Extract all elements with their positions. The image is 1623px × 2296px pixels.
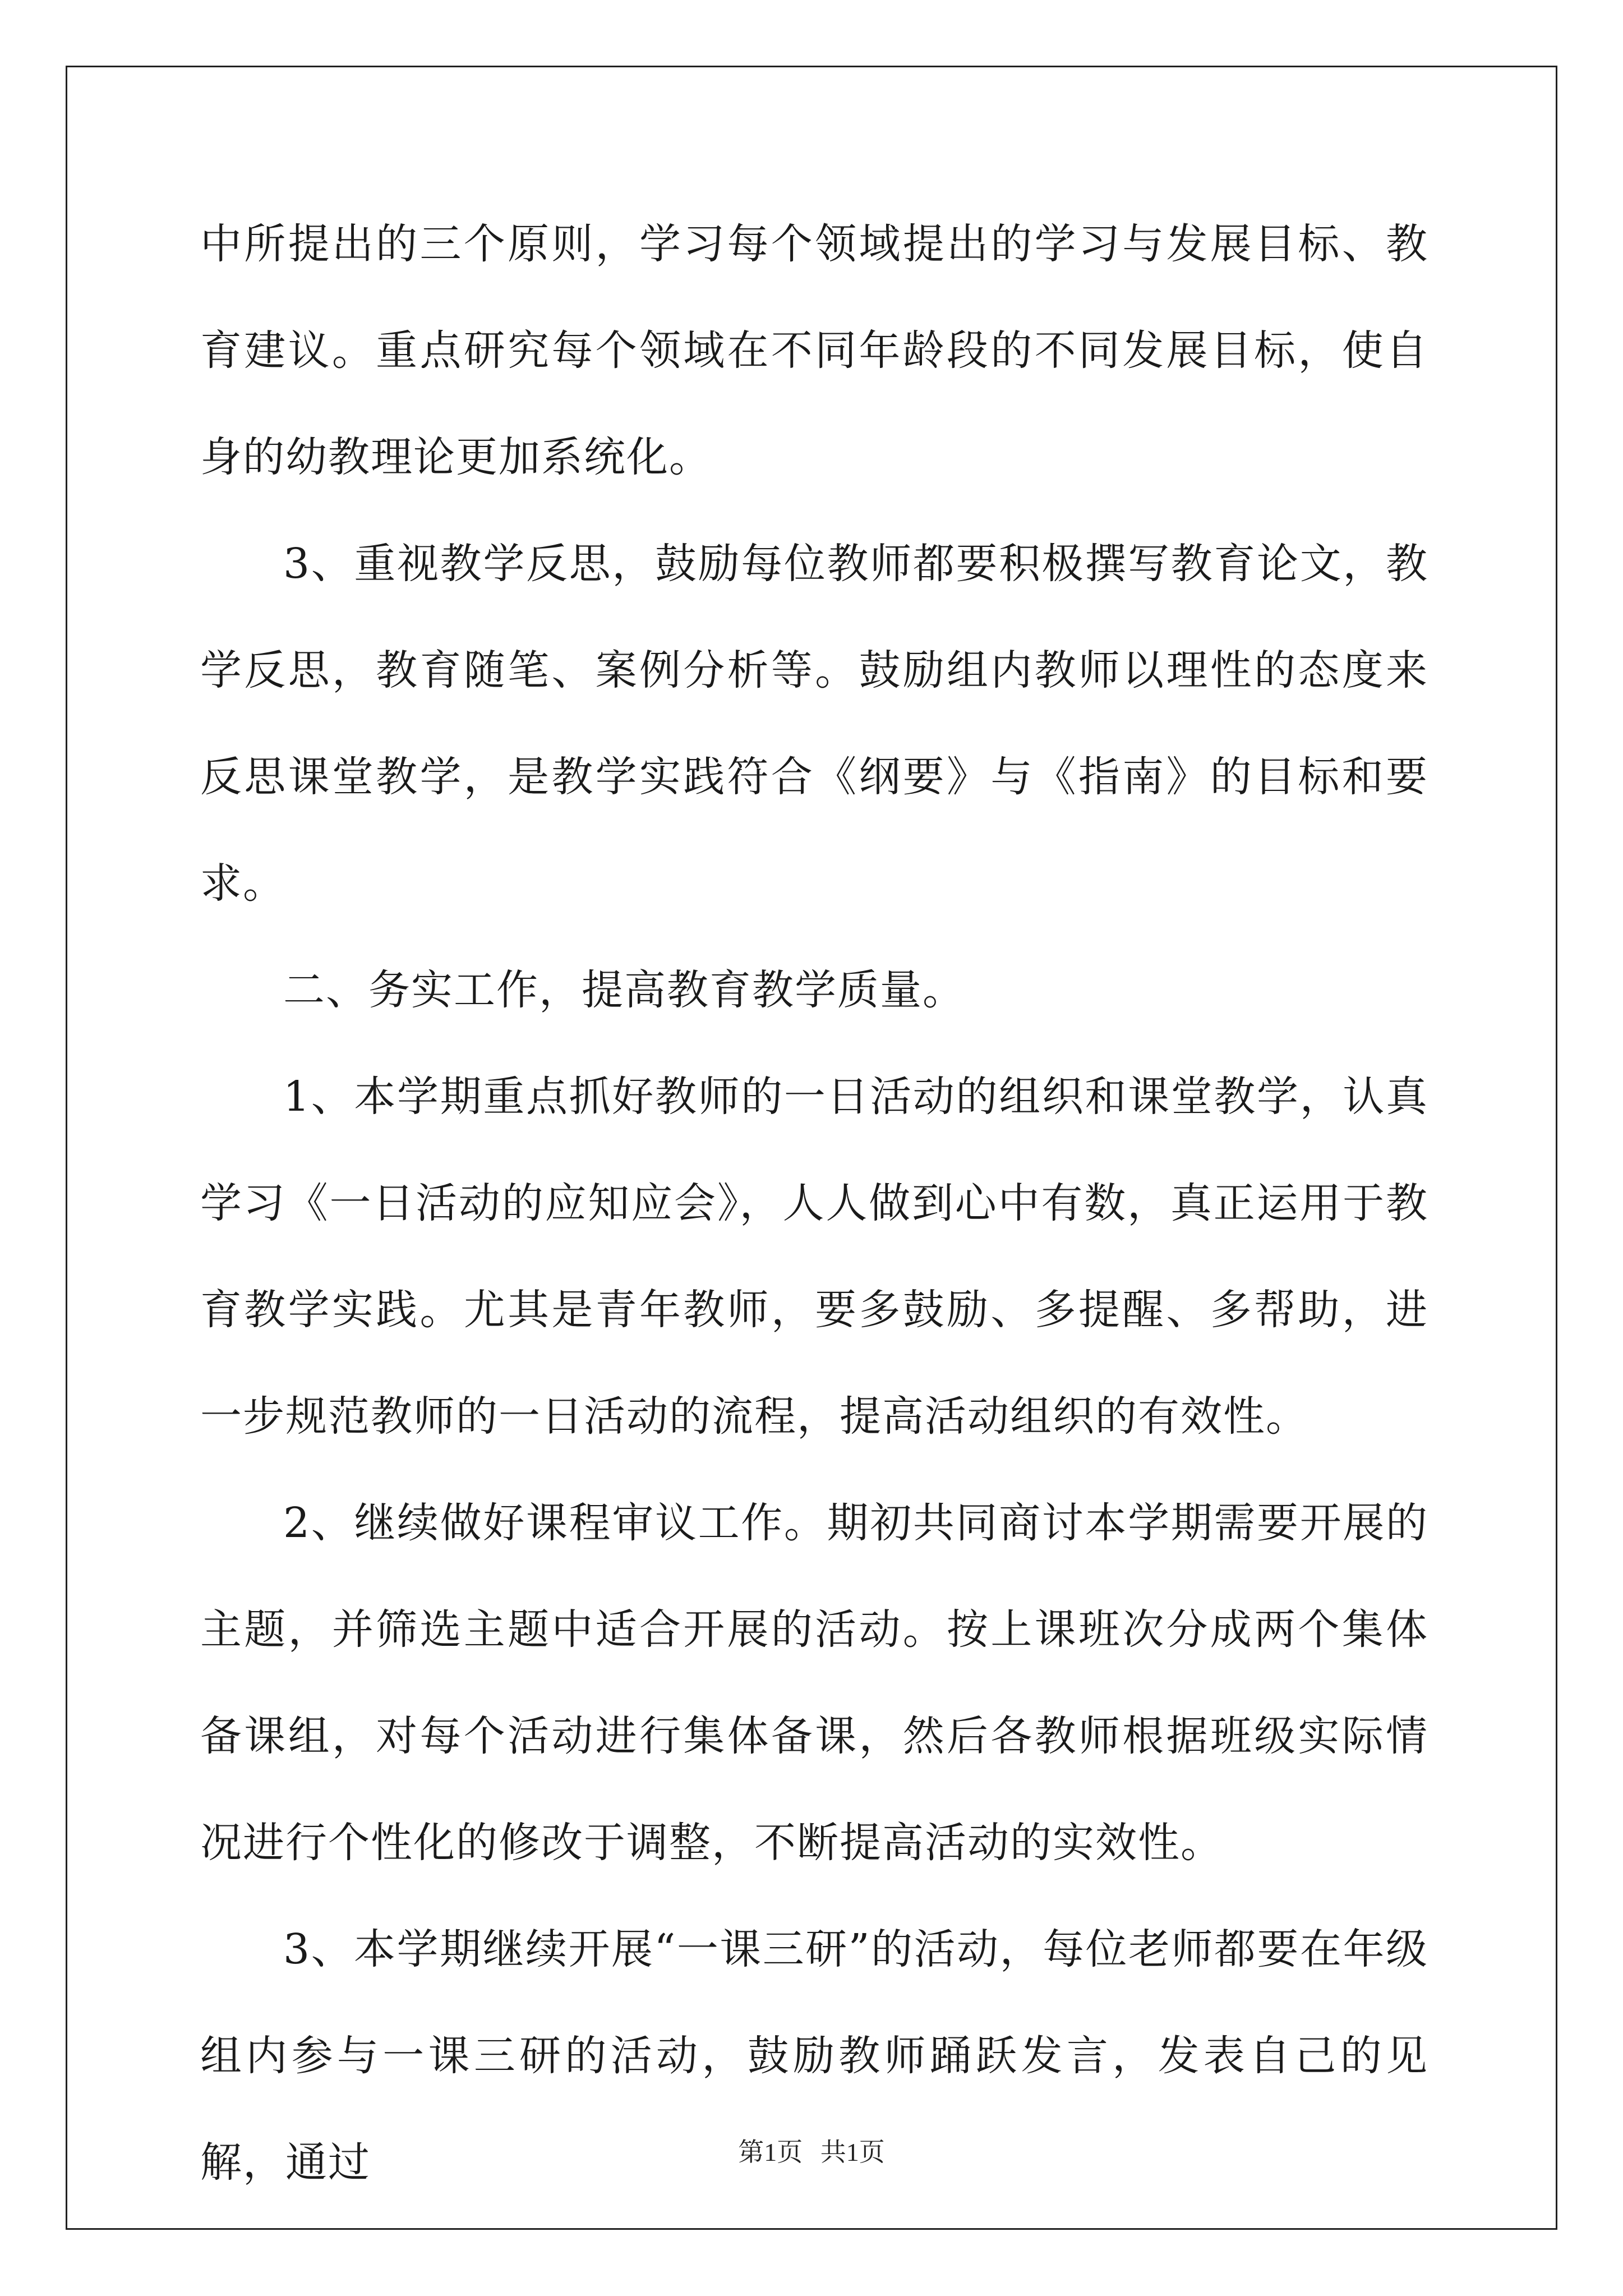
paragraph-1: 中所提出的三个原则，学习每个领域提出的学习与发展目标、教育建议。重点研究每个领域在不同年龄段的不同发展目标，使自身的幼教理论更加系统化。 bbox=[200, 220, 1428, 481]
paragraph-6: 3、本学期继续开展“一课三研”的活动，每位老师都要在年级组内参与一课三研的活动，鼓励教师踊跃发言，发表自己的见解，通过 bbox=[200, 1925, 1428, 2187]
paragraph-4: 1、本学期重点抓好教师的一日活动的组织和课堂教学，认真学习《一日活动的应知应会》，人人做到心中有数，真正运用于教育教学实践。尤其是青年教师，要多鼓励、多提醒、多帮助，进一步规范教师的一日活动的流程，提高活动组织的有效性。 bbox=[200, 1073, 1428, 1441]
document-body bbox=[200, 191, 1428, 2216]
paragraph-3-heading: 二、务实工作，提高教育教学质量。 bbox=[283, 966, 965, 1014]
paragraph-2: 3、重视教学反思，鼓励每位教师都要积极撰写教育论文，教学反思，教育随笔、案例分析等。鼓励组内教师以理性的态度来反思课堂教学，是教学实践符合《纲要》与《指南》的目标和要求。 bbox=[200, 540, 1428, 908]
page-footer: 第1页 共1页 bbox=[738, 2138, 885, 2166]
paragraph-5: 2、继续做好课程审议工作。期初共同商讨本学期需要开展的主题，并筛选主题中适合开展的活动。按上课班次分成两个集体备课组，对每个活动进行集体备课，然后各教师根据班级实际情况进行个性化的修改于调整，不断提高活动的实效性。 bbox=[200, 1499, 1428, 1867]
